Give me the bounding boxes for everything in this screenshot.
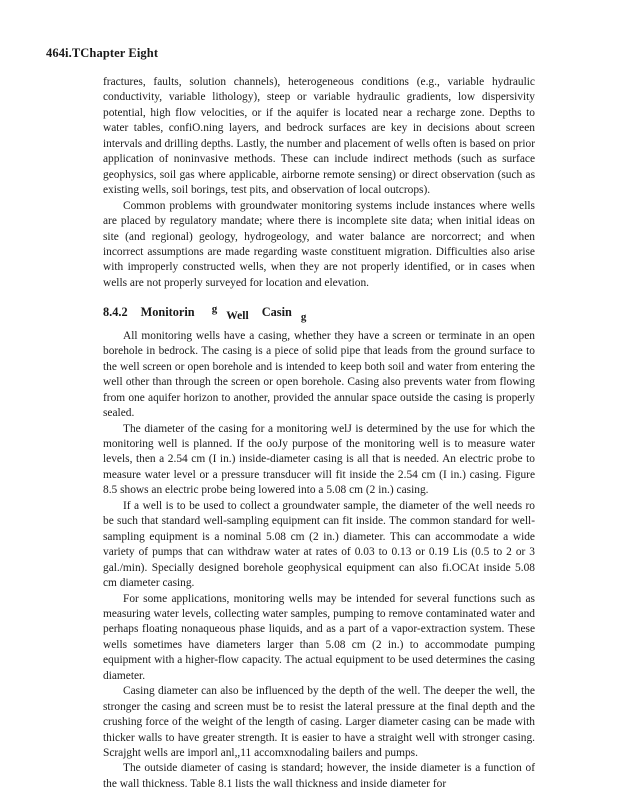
section-paragraph-1: All monitoring wells have a casing, whether they have a screen or terminate in an open borehole in bedrock. The casing is a piece of solid pipe that leads from the ground surface to the well screen or open borehole and is intended to keep both soil and water from entering the well other than through the screen or open borehole. Casing also prevents water from flowing from one aquifer horizon to another, provided the annular space outside the casing is properly sealed. bbox=[103, 329, 535, 420]
section-paragraph-5: Casing diameter can also be influenced by the depth of the well. The deeper the well, the stronger the casing and screen must be to resist the lateral pressure at the final depth and the crushing force of the weight of the length of casing. Larger diameter casing can be made with thicker walls to have greater strength. It is easier to have a straight well with stronger casing. Scrajght wells are imporl anl,,11 accomxnodaling bailers and pumps. bbox=[103, 685, 535, 760]
section-heading bbox=[103, 303, 535, 324]
section-paragraph-6: The outside diameter of casing is standard; however, the inside diameter is a function of the wall thickness. Table 8.1 lists the wall thickness and inside diameter for bbox=[103, 762, 535, 790]
section-title-part-3: Well bbox=[226, 310, 249, 323]
section-title-part-2: g bbox=[211, 303, 218, 316]
intro-paragraph-2: Common problems with groundwater monitoring systems include instances where wells are placed by regulatory mandate; where there is incomplete site data; when initial ideas on site (and regional) geology, hydrogeology, and water balance are norcorrect; and when incorrect assumptions are made regarding waste constituent migration. Difficulties also arise with improperly constructed wells, when they are not properly identified, or in cases when wells are not properly surveyed for location and elevation. bbox=[103, 199, 535, 289]
running-head: 464i.TChapter Eight bbox=[46, 46, 159, 60]
body-text bbox=[103, 75, 535, 792]
section-number: 8.4.2 bbox=[103, 305, 128, 320]
section-paragraph-2: The diameter of the casing for a monitoring welJ is determined by the use for which the monitoring well is planned. If the ooJy purpose of the monitoring well is to measure water levels, then a 2.54 cm (I in.) inside-diameter casing is all that is needed. An electric probe to measure water level or a pressure transducer will fit inside the 2.54 cm (I in.) casing. Figure 8.5 shows an electric probe being lowered into a 5.08 cm (2 in.) casing. bbox=[103, 422, 535, 497]
section-paragraph-3: If a well is to be used to collect a groundwater sample, the diameter of the well needs ro be such that standard well-sampling equipment can fit inside. The common standard for well-sampling equipment is a nominal 5.08 cm (2 in.) diameter. This can accommodate a wide variety of pumps that can withdraw water at rates of 0.03 to 0.13 or 0.19 Lis (0.5 to 2 or 3 gal./min). Specially designed borehole geophysical equipment can also fi.OCAt inside 5.08 cm diameter casing. bbox=[103, 499, 535, 590]
section-paragraph-4: For some applications, monitoring wells may be intended for several functions such as measuring water levels, collecting water samples, pumping to remove contaminated water and perhaps floating nonaqueous phase liquids, and as a part of a vapor-extraction system. These wells sometimes have diameters larger than 5.08 cm (2 in.) to accommodate pumping equipment with a higher-flow capacity. The actual equipment to be used determines the casing diameter. bbox=[103, 592, 535, 682]
intro-paragraph-1: fractures, faults, solution channels), heterogeneous conditions (e.g., variable hydraulic conductivity, variable lithology), steep or variable hydraulic gradients, low dispersivity potential, high flow velocities, or if the aquifer is located near a recharge zone. Depths to water tables, confiO.ning layers, and bedrock surfaces are key in decisions about screen intervals and drilling depths. Lastly, the number and placement of wells often is based on prior application of noninvasive methods. These can include indirect methods (such as surface geophysics, soil gas where applicable, airborne remote sensing) or direct observation (such as existing wells, soil borings, test pits, and observation of local outcrops). bbox=[103, 76, 535, 197]
section-title-part-4: Casin bbox=[261, 305, 292, 320]
section-title-part-1: Monitorin bbox=[140, 305, 195, 320]
section-title-part-5: g bbox=[300, 311, 307, 324]
